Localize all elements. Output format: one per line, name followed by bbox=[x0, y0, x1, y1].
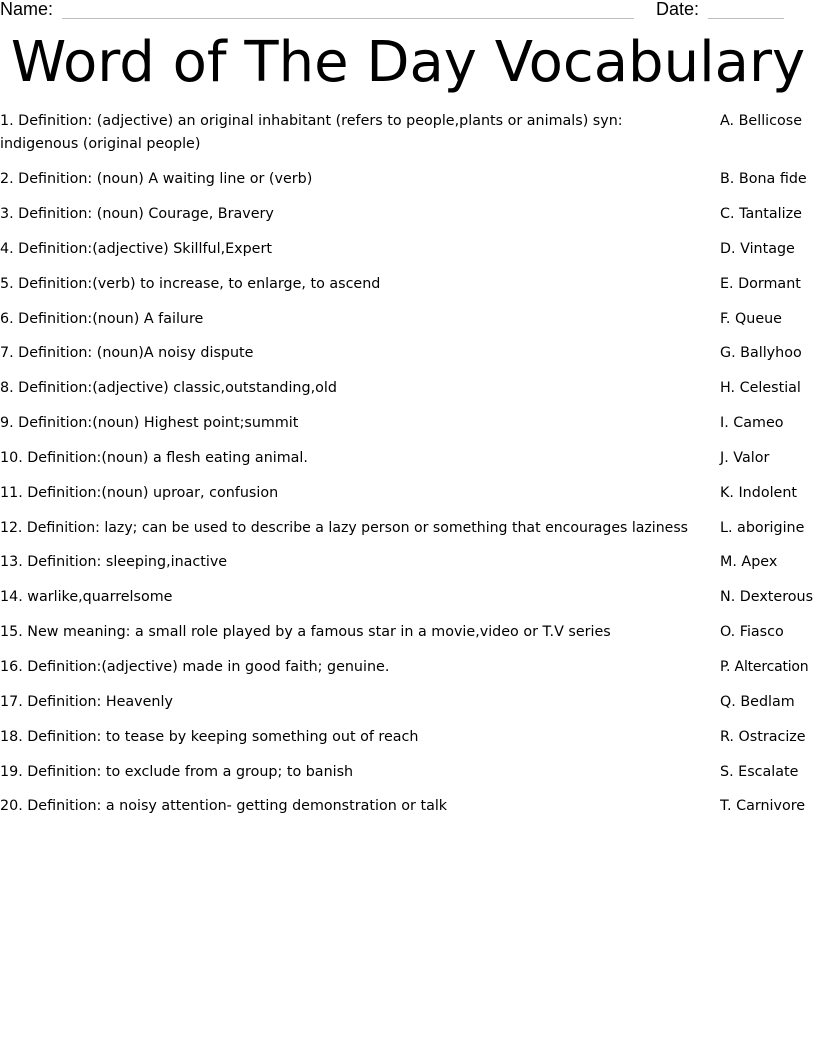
answer-l: L. aborigine bbox=[720, 520, 805, 536]
clue-13: 13. Definition: sleeping,inactive bbox=[0, 554, 228, 570]
clue-20: 20. Definition: a noisy attention- getting demonstration or talk bbox=[0, 798, 448, 814]
clue-12: 12. Definition: lazy; can be used to describe a lazy person or something that encourages laziness bbox=[0, 520, 689, 536]
answer-m: M. Apex bbox=[720, 554, 778, 570]
answer-o: O. Fiasco bbox=[720, 624, 784, 640]
date-label: Date: bbox=[656, 0, 700, 19]
clue-17: 17. Definition: Heavenly bbox=[0, 694, 173, 710]
clue-8: 8. Definition:(adjective) classic,outstanding,old bbox=[0, 380, 337, 396]
answer-i: I. Cameo bbox=[720, 415, 784, 431]
answer-p: P. Altercation bbox=[720, 659, 809, 675]
name-label: Name: bbox=[0, 0, 54, 19]
answer-b: B. Bona fide bbox=[720, 171, 807, 187]
answer-c: C. Tantalize bbox=[720, 206, 802, 222]
clue-14: 14. warlike,quarrelsome bbox=[0, 589, 173, 605]
clue-6: 6. Definition:(noun) A failure bbox=[0, 311, 204, 327]
clue-7: 7. Definition: (noun)A noisy dispute bbox=[0, 345, 254, 361]
clue-19: 19. Definition: to exclude from a group; to banish bbox=[0, 764, 354, 780]
clue-4: 4. Definition:(adjective) Skillful,Expert bbox=[0, 241, 272, 257]
answer-a: A. Bellicose bbox=[720, 113, 802, 129]
answer-d: D. Vintage bbox=[720, 241, 795, 257]
clue-16: 16. Definition:(adjective) made in good faith; genuine. bbox=[0, 659, 390, 675]
clue-18: 18. Definition: to tease by keeping something out of reach bbox=[0, 729, 419, 745]
clue-1: 1. Definition: (adjective) an original inhabitant (refers to people,plants or animals) syn: indigenous (original people) bbox=[0, 113, 623, 152]
clue-9: 9. Definition:(noun) Highest point;summit bbox=[0, 415, 299, 431]
clue-10: 10. Definition:(noun) a flesh eating animal. bbox=[0, 450, 308, 466]
clue-3: 3. Definition: (noun) Courage, Bravery bbox=[0, 206, 274, 222]
answer-e: E. Dormant bbox=[720, 276, 801, 292]
answer-g: G. Ballyhoo bbox=[720, 345, 802, 361]
clue-2: 2. Definition: (noun) A waiting line or (verb) bbox=[0, 171, 313, 187]
answer-f: F. Queue bbox=[720, 311, 782, 327]
answer-k: K. Indolent bbox=[720, 485, 797, 501]
answer-j: J. Valor bbox=[720, 450, 770, 466]
answer-q: Q. Bedlam bbox=[720, 694, 795, 710]
clue-15: 15. New meaning: a small role played by a famous star in a movie,video or T.V series bbox=[0, 624, 611, 640]
answer-t: T. Carnivore bbox=[720, 798, 806, 814]
answer-n: N. Dexterous bbox=[720, 589, 814, 605]
clue-5: 5. Definition:(verb) to increase, to enlarge, to ascend bbox=[0, 276, 381, 292]
clue-11: 11. Definition:(noun) uproar, confusion bbox=[0, 485, 279, 501]
page-title: Word of The Day Vocabulary bbox=[10, 30, 806, 95]
answer-r: R. Ostracize bbox=[720, 729, 806, 745]
answer-h: H. Celestial bbox=[720, 380, 801, 396]
answer-s: S. Escalate bbox=[720, 764, 799, 780]
